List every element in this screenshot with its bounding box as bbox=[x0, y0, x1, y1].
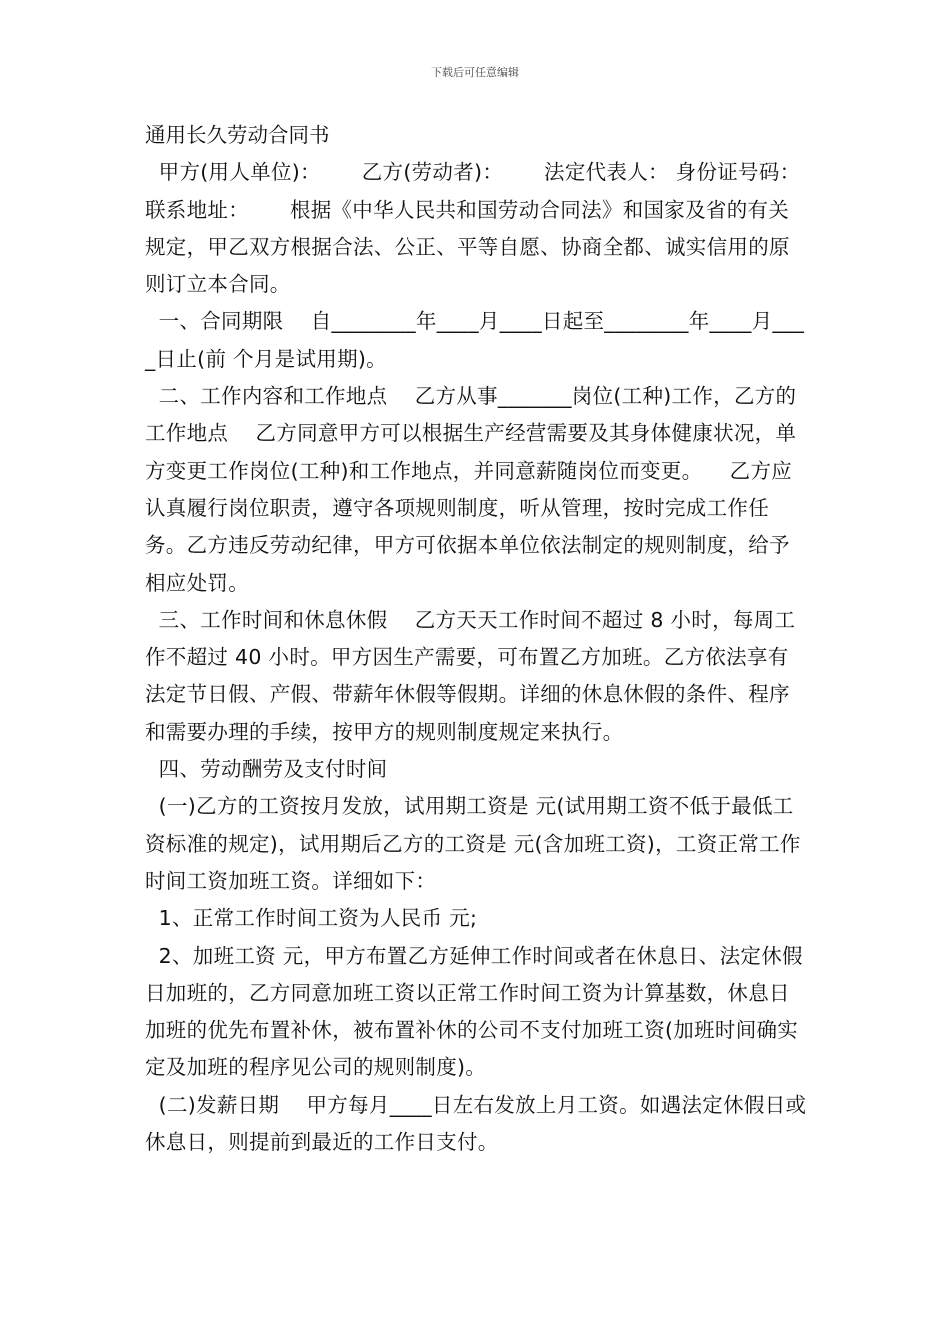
page-header: 下载后可任意编辑 bbox=[431, 66, 519, 79]
document-title: 通用长久劳动合同书 bbox=[145, 123, 330, 147]
section-heading-remuneration: 四、劳动酬劳及支付时间 bbox=[145, 757, 388, 782]
paragraph-wage-payment: (一)乙方的工资按月发放，试用期工资是 元(试用期工资不低于最低工资标准的规定)，试用期后乙方的工资是 元(含加班工资)，工资正常工作时间工资加班工资。详细如下： bbox=[145, 794, 801, 893]
paragraph-normal-wage: 1、正常工作时间工资为人民币 元; bbox=[145, 906, 478, 931]
paragraph-working-hours: 三、工作时间和休息休假 乙方天天工作时间不超过 8 小时，每周工作不超过 40 小时。甲方因生产需要，可布置乙方加班。乙方依法享有法定节日假、产假、带薪年休假等假期。详细的休息休假的条件、程序和需要办理的手续，按甲方的规则制度规定来执行。 bbox=[145, 607, 796, 744]
document-body bbox=[145, 117, 842, 1161]
paragraph-pay-date: (二)发薪日期 甲方每月____日左右发放上月工资。如遇法定休假日或休息日，则提前到最近的工作日支付。 bbox=[145, 1092, 807, 1155]
paragraph-job-content: 二、工作内容和工作地点 乙方从事_______岗位(工种)工作，乙方的工作地点 乙方同意甲方可以根据生产经营需要及其身体健康状况，单方变更工作岗位(工种)和工作地点，并同意薪随岗位而变更。 乙方应认真履行岗位职责，遵守各项规则制度，听从管理，按时完成工作任务。乙方违反劳动纪律，甲方可依据本单位依法制定的规则制度，给予相应处罚。 bbox=[145, 384, 797, 595]
paragraph-parties: 甲方(用人单位)： 乙方(劳动者)： 法定代表人： 身份证号码： 联系地址： 根据《中华人民共和国劳动合同法》和国家及省的有关规定，甲乙双方根据合法、公正、平等自愿、协商全都、诚实信用的原则订立本合同。 bbox=[145, 160, 842, 297]
paragraph-overtime-wage: 2、加班工资 元，甲方布置乙方延伸工作时间或者在休息日、法定休假日加班的，乙方同意加班工资以正常工作时间工资为计算基数，休息日加班的优先布置补休，被布置补休的公司不支付加班工资(加班时间确实定及加班的程序见公司的规则制度)。 bbox=[145, 943, 803, 1080]
paragraph-contract-term: 一、合同期限 自________年____月____日起至________年____月____日止(前 个月是试用期)。 bbox=[145, 309, 805, 371]
